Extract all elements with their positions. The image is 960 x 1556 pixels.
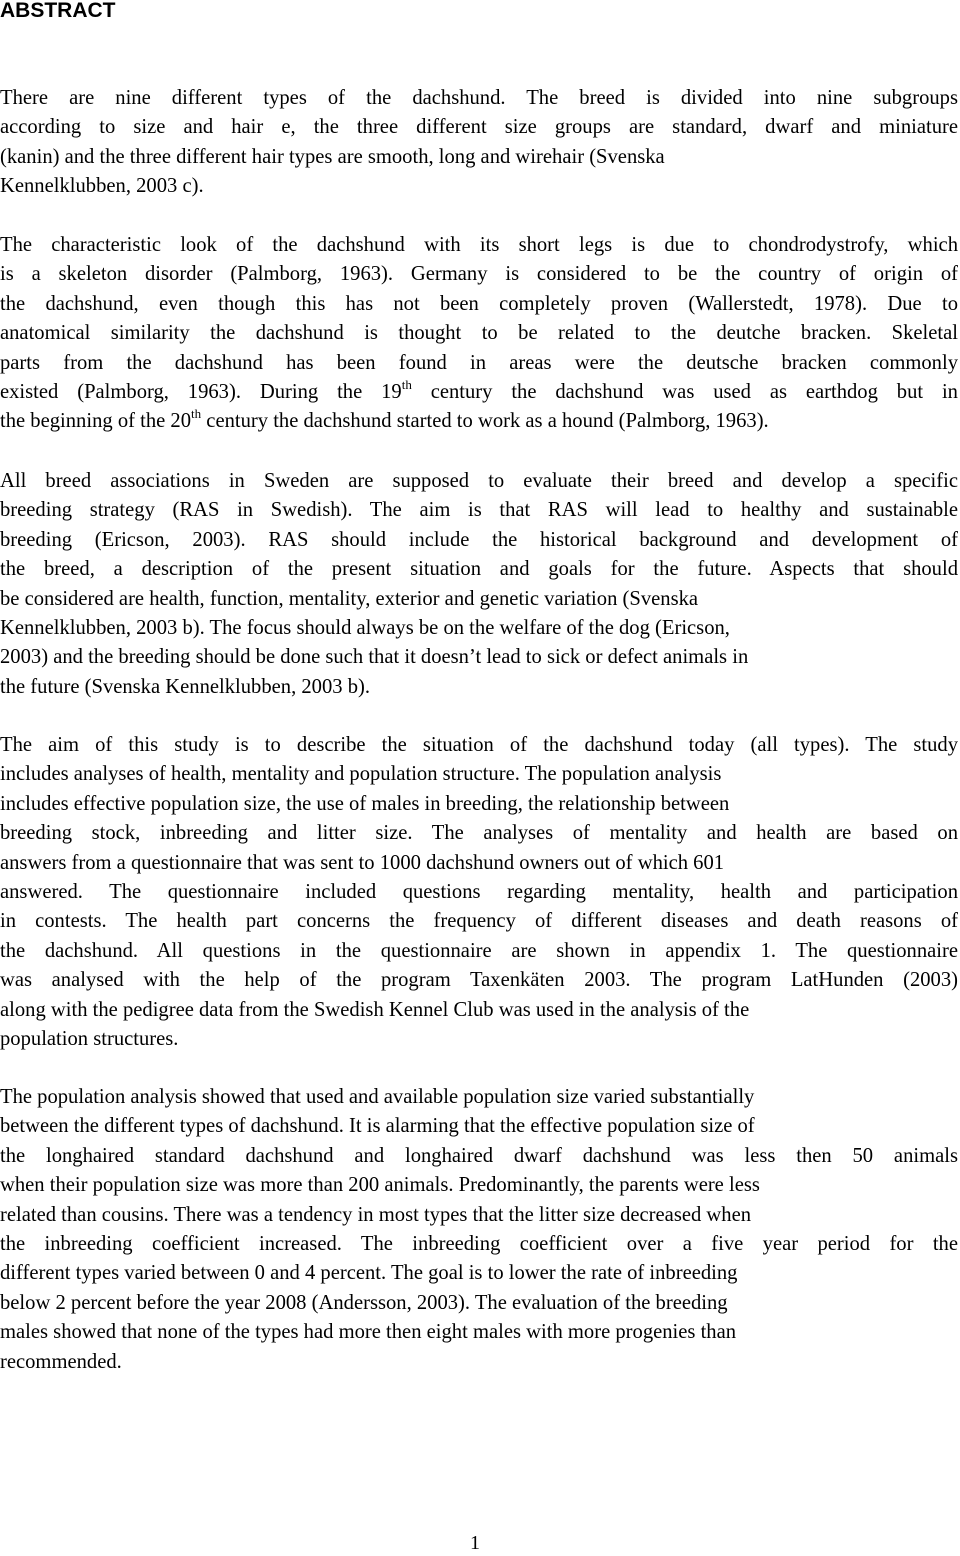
text-line (0, 407, 958, 436)
text-line: (kanin) and the three different hair types are smooth, long and wirehair (Svenska (0, 145, 665, 168)
text-line: answers from a questionnaire that was sent to 1000 dachshund owners out of which 601 (0, 851, 725, 874)
text-line: The population analysis showed that used and available population size varied substantially (0, 1086, 755, 1108)
text-line: breeding stock, inbreeding and litter size. The analyses of mentality and health are based on (0, 822, 958, 845)
text-line: was analysed with the help of the program Taxenkäten 2003. The program LatHunden (2003) (0, 969, 958, 992)
text-line: the dachshund, even though this has not been completely proven (Wallerstedt, 1978). Due to (0, 292, 958, 315)
text-line: population structures. (0, 1028, 179, 1051)
text-line: parts from the dachshund has been found in areas were the deutsche bracken commonly (0, 351, 958, 374)
text-line: in contests. The health part concerns the frequency of different diseases and death reasons of (0, 910, 958, 933)
line-segment: century the dachshund was used as earthdog but in (411, 381, 958, 404)
text-line: the longhaired standard dachshund and longhaired dwarf dachshund was less then 50 animals (0, 1144, 958, 1167)
line-segment: the beginning of the 20 (0, 410, 192, 433)
text-line: answered. The questionnaire included questions regarding mentality, health and participation (0, 881, 958, 904)
text-line: anatomical similarity the dachshund is thought to be related to the deutche bracken. Skeletal (0, 322, 958, 345)
page-number: 1 (470, 1532, 480, 1554)
text-line: All breed associations in Sweden are supposed to evaluate their breed and develop a specific (0, 470, 958, 492)
paragraph-3 (0, 467, 958, 702)
text-line: related than cousins. There was a tendency in most types that the litter size decreased when (0, 1203, 752, 1226)
text-line: The aim of this study is to describe the situation of the dachshund today (all types). The study (0, 734, 958, 756)
text-line: below 2 percent before the year 2008 (Andersson, 2003). The evaluation of the breeding (0, 1291, 728, 1314)
text-line: different types varied between 0 and 4 percent. The goal is to lower the rate of inbreeding (0, 1262, 738, 1285)
line-segment: existed (Palmborg, 1963). During the 19 (0, 381, 402, 404)
line-segment: century the dachshund started to work as a hound (Palmborg, 1963). (201, 410, 769, 433)
text-line: breeding strategy (RAS in Swedish). The aim is that RAS will lead to healthy and sustainable (0, 499, 958, 522)
text-line: the dachshund. All questions in the questionnaire are shown in appendix 1. The questionnaire (0, 939, 958, 962)
text-line (0, 378, 958, 407)
abstract-heading: ABSTRACT (0, 0, 116, 22)
text-line: includes analyses of health, mentality and population structure. The population analysis (0, 763, 722, 786)
paragraph-1 (0, 84, 958, 202)
paragraph-5 (0, 1083, 958, 1377)
text-line: includes effective population size, the use of males in breeding, the relationship between (0, 792, 730, 815)
text-line: breeding (Ericson, 2003). RAS should include the historical background and development of (0, 528, 958, 551)
paragraph-4 (0, 731, 958, 1054)
text-line: 2003) and the breeding should be done such that it doesn’t lead to sick or defect animals in (0, 646, 749, 669)
text-line: Kennelklubben, 2003 b). The focus should always be on the welfare of the dog (Ericson, (0, 617, 730, 640)
text-line: The characteristic look of the dachshund with its short legs is due to chondrodystrofy, which (0, 234, 958, 256)
text-line: between the different types of dachshund. It is alarming that the effective population size of (0, 1115, 755, 1138)
text-line: along with the pedigree data from the Swedish Kennel Club was used in the analysis of the (0, 998, 750, 1021)
text-line: males showed that none of the types had more then eight males with more progenies than (0, 1321, 737, 1344)
ordinal-superscript: th (401, 377, 412, 393)
text-line: be considered are health, function, mentality, exterior and genetic variation (Svenska (0, 587, 699, 610)
paragraph-2 (0, 231, 958, 437)
text-line: according to size and hair e, the three different size groups are standard, dwarf and miniature (0, 116, 958, 139)
text-line: the future (Svenska Kennelklubben, 2003 b). (0, 675, 371, 698)
ordinal-superscript: th (191, 406, 202, 422)
text-line: the inbreeding coefficient increased. The inbreeding coefficient over a five year period for the (0, 1233, 958, 1256)
text-line: is a skeleton disorder (Palmborg, 1963). Germany is considered to be the country of origin of (0, 263, 958, 286)
text-line: Kennelklubben, 2003 c). (0, 175, 204, 198)
text-line: the breed, a description of the present situation and goals for the future. Aspects that should (0, 558, 958, 581)
text-line: recommended. (0, 1350, 122, 1373)
text-line: when their population size was more than 200 animals. Predominantly, the parents were less (0, 1174, 760, 1197)
text-line: There are nine different types of the dachshund. The breed is divided into nine subgroups (0, 87, 958, 109)
